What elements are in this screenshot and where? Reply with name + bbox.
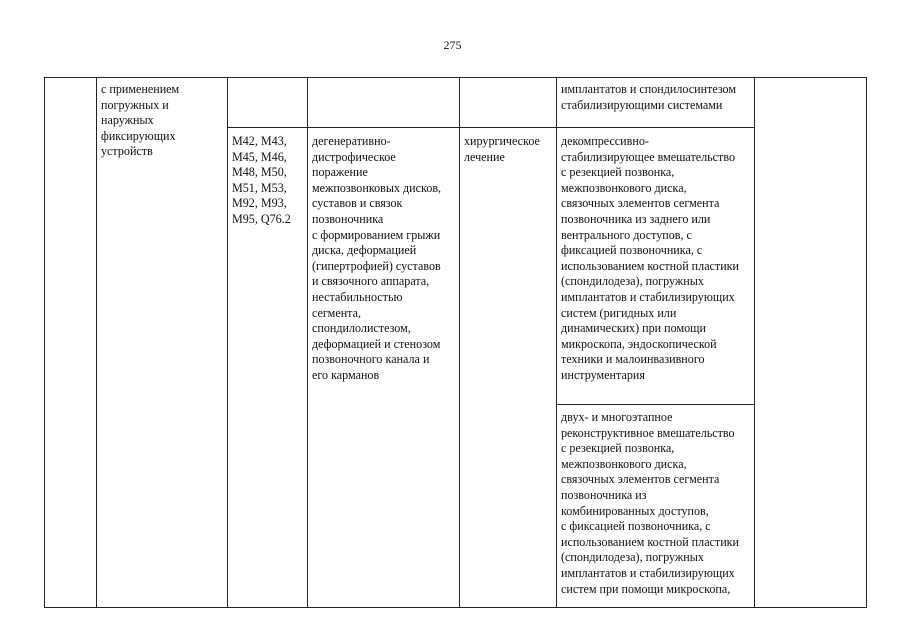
table-left-border bbox=[44, 77, 45, 608]
icd-codes-cell: M42, M43, M45, M46, M48, M50, M51, M53, M92, M93, M95, Q76.2 bbox=[232, 134, 291, 226]
method-cell-continued: имплантатов и спондилосинтезом стабилизирующими системами bbox=[561, 82, 737, 112]
column-divider-5 bbox=[556, 77, 557, 608]
row-divider-1 bbox=[227, 127, 755, 128]
row-divider-2 bbox=[556, 404, 755, 405]
column-divider-3 bbox=[307, 77, 308, 608]
column-divider-6 bbox=[754, 77, 755, 608]
column-divider-4 bbox=[459, 77, 460, 608]
procedure-group-cell: с применением погружных и наружных фиксирующих устройств bbox=[101, 82, 180, 159]
method-cell-1: декомпрессивно- стабилизирующее вмешательство с резекцией позвонка, межпозвонкового диска, связочных элементов сегмента позвоночника из заднего или вентрального доступов, с фиксацией позвоночника, с использованием костной пластики (спондилодеза), погружных имплантатов и стабилизирующих систем (ригидных или динамических) при помощи микроскопа, эндоскопической техники и малоинвазивного инструментария bbox=[561, 134, 740, 382]
table-top-border bbox=[44, 77, 867, 78]
method-cell-2: двух- и многоэтапное реконструктивное вмешательство с резекцией позвонка, межпозвонкового диска, связочных элементов сегмента позвоночника из комбинированных доступов, с фиксацией позвоночника, с использованием костной пластики (спондилодеза), погружных имплантатов и стабилизирующих систем при помощи микроскопа, bbox=[561, 410, 740, 596]
diagnosis-cell: дегенеративно- дистрофическое поражение межпозвонковых дисков, суставов и связок позвоночника с формированием грыжи диска, деформацией (гипертрофией) суставов и связочного аппарата, нестабильностью сегмента, спондилолистезом, деформацией и стенозом позвоночного канала и его карманов bbox=[312, 134, 442, 382]
page-number: 275 bbox=[443, 38, 462, 52]
column-divider-2 bbox=[227, 77, 228, 608]
table-right-border bbox=[866, 77, 867, 608]
table-bottom-border bbox=[44, 607, 867, 608]
treatment-type-cell: хирургическое лечение bbox=[464, 134, 540, 164]
column-divider-1 bbox=[96, 77, 97, 608]
